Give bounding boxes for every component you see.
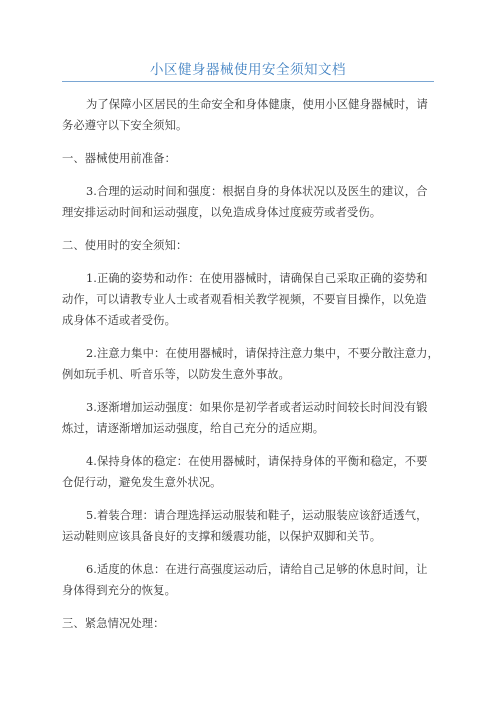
item-gradual-intensity [62, 397, 440, 439]
text-line: 动作，可以请教专业人士或者观看相关教学视频，不要盲目操作，以免造 [62, 293, 427, 306]
item-focus [62, 343, 440, 385]
text-line: 三、紧急情况处理： [62, 617, 165, 630]
text-line: 二、使用时的安全须知： [62, 239, 188, 252]
text-line: 例如玩手机、听音乐等，以防发生意外事故。 [62, 368, 290, 381]
intro-paragraph [62, 94, 440, 136]
text-line: 成身体不适或者受伤。 [62, 314, 176, 327]
text-line: 运动鞋则应该具备良好的支撑和缓震功能，以保护双脚和关节。 [62, 530, 382, 543]
section-heading-preparation [62, 148, 440, 169]
text-line: 1.正确的姿势和动作：在使用器械时，请确保自己采取正确的姿势和 [86, 272, 428, 285]
text-line: 2.注意力集中：在使用器械时，请保持注意力集中，不要分散注意力， [86, 347, 439, 360]
text-line: 一、器械使用前准备： [62, 152, 176, 165]
item-attire [62, 505, 440, 547]
item-posture [62, 268, 440, 331]
item-rest [62, 559, 440, 601]
text-line: 3.逐渐增加运动强度：如果你是初学者或者运动时间较长时间没有锻 [86, 401, 428, 414]
text-line: 理安排运动时间和运动强度，以免造成身体过度疲劳或者受伤。 [62, 206, 382, 219]
text-line: 为了保障小区居民的生命安全和身体健康，使用小区健身器械时，请 [86, 98, 428, 111]
text-line: 5.着装合理：请合理选择运动服装和鞋子，运动服装应该舒适透气， [86, 509, 428, 522]
text-line: 身体得到充分的恢复。 [62, 584, 176, 597]
text-line: 仓促行动，避免发生意外状况。 [62, 476, 222, 489]
item-stability [62, 451, 440, 493]
text-line: 6.适度的休息：在进行高强度运动后，请给自己足够的休息时间，让 [86, 563, 428, 576]
text-line: 4.保持身体的稳定：在使用器械时，请保持身体的平衡和稳定，不要 [86, 455, 428, 468]
document-body [62, 94, 440, 634]
section-heading-safety [62, 235, 440, 256]
text-line: 3.合理的运动时间和强度：根据自身的身体状况以及医生的建议，合 [86, 185, 428, 198]
title-divider [62, 81, 434, 82]
document-title: 小区健身器械使用安全须知文档 [150, 62, 346, 78]
text-line: 炼过，请逐渐增加运动强度，给自己充分的适应期。 [62, 422, 325, 435]
section-heading-emergency [62, 613, 440, 634]
item-time-intensity [62, 181, 440, 223]
text-line: 务必遵守以下安全须知。 [62, 119, 188, 132]
